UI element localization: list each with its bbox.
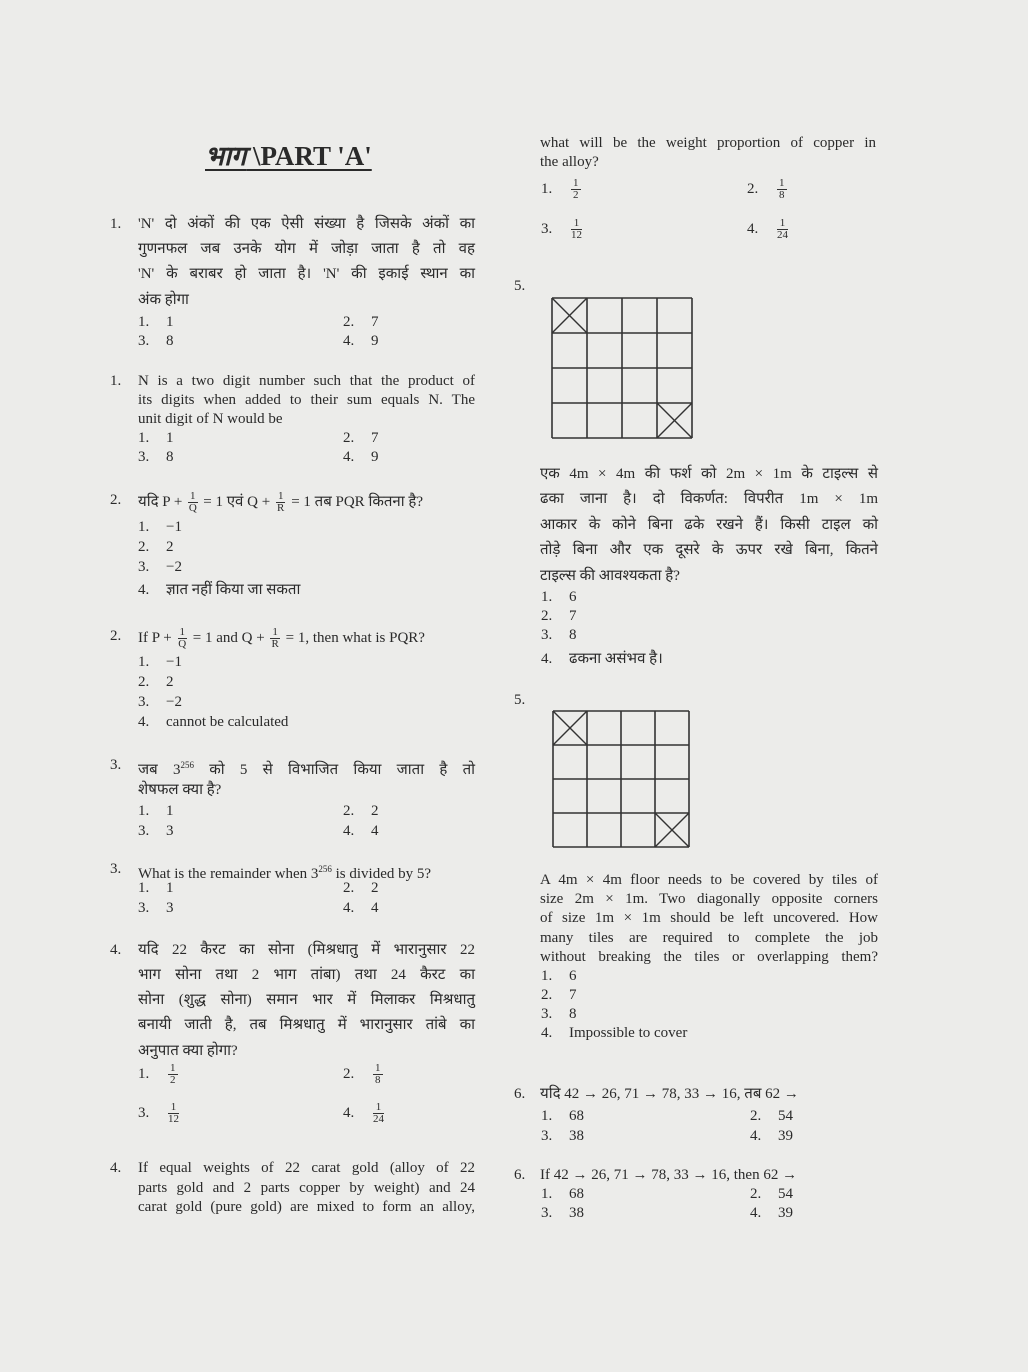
numerator: 1 [571,218,582,230]
text-segment: is divided by 5? [331,866,432,882]
numerator: 1 [277,490,284,502]
option-number: 4. [343,900,355,916]
answer-option [138,1063,180,1086]
option-value: −1 [166,519,182,535]
question-number: 5. [514,692,526,708]
question-text-line: 'N' दो अंकों की एक ऐसी संख्या है जिसके अंकों का [138,216,475,232]
answer-option [138,713,288,731]
option-number: 4. [343,333,355,349]
question-number: 3. [110,757,122,773]
option-number: 4. [750,1128,762,1144]
question-number: 2. [110,492,122,508]
answer-option [138,653,182,671]
option-value: 7 [569,987,577,1003]
answer-option [343,332,379,350]
denominator: R [271,638,279,650]
option-number: 2. [747,180,759,197]
text-segment: = 1 तब PQR कितना है? [287,493,423,510]
fraction [373,1063,383,1086]
question-number: 1. [110,216,122,232]
superscript: 256 [180,760,194,770]
option-value: cannot be calculated [166,714,289,730]
answer-option [541,178,583,201]
option-number: 4. [138,582,150,598]
answer-option [343,429,379,447]
option-number: 4. [138,714,150,730]
question-text-line: ढका जाना है। दो विकर्णत: विपरीत 1m × 1m [540,491,878,507]
answer-option [541,607,577,625]
option-number: 2. [138,539,150,555]
question-number: 6. [514,1167,526,1183]
question-number: 5. [514,278,526,294]
fraction [168,1102,179,1125]
answer-option [138,822,174,840]
answer-option [541,1127,584,1145]
floor-grid-figure-hindi [551,297,694,440]
question-number: 4. [110,942,122,958]
denominator: 12 [168,1113,179,1125]
question-text-line: If equal weights of 22 carat gold (alloy of 22 [138,1160,475,1176]
option-value: 39 [778,1205,793,1221]
option-number: 3. [138,449,150,465]
answer-option [750,1127,793,1145]
question-text-line: बनायी जाती है, तब मिश्रधातु में भारानुसार तांबे का [138,1017,475,1033]
answer-option [541,1024,687,1042]
option-value: 7 [371,314,379,330]
question-number: 6. [514,1086,526,1102]
answer-option [541,218,584,241]
text-segment: = 1 and Q + [189,629,269,646]
option-number: 2. [343,1065,355,1082]
option-number: 2. [541,608,553,624]
answer-option [541,1107,584,1125]
answer-option [541,967,577,985]
numerator: 1 [777,218,788,230]
option-number: 1. [541,589,553,605]
option-value: Impossible to cover [569,1025,688,1041]
option-value: 2 [371,880,379,896]
answer-option [138,581,300,599]
option-number: 3. [138,333,150,349]
numerator: 1 [272,626,278,638]
uncovered-corner-cross [553,711,587,745]
answer-option [138,673,174,691]
uncovered-corner-cross [552,298,587,333]
option-number: 3. [541,1006,553,1022]
fraction [178,627,188,650]
title-english: \PART 'A' [246,141,372,171]
option-number: 1. [138,430,150,446]
answer-option [138,1102,181,1125]
answer-option [541,626,577,644]
option-value: 68 [569,1108,584,1124]
denominator: 8 [779,189,785,201]
question-text-line: भाग सोना तथा 2 भाग तांबा) तथा 24 कैरट का [138,967,475,983]
option-value: 9 [371,449,379,465]
question-text-line: अंक होगा [138,292,189,308]
option-number: 2. [343,880,355,896]
option-value: 1 [166,430,174,446]
question-text-line: यदि 22 कैरट का सोना (मिश्रधातु में भारानुसार 22 [138,942,475,958]
answer-option [343,1063,385,1086]
numerator: 1 [573,177,579,189]
answer-option [343,822,379,840]
answer-option [343,802,379,820]
option-value: −2 [166,694,182,710]
numerator: 1 [779,177,785,189]
question-text-line: many tiles are required to complete the job [540,930,878,946]
answer-option [138,448,174,466]
question-text-line: सोना (शुद्ध सोना) समान भार में मिलाकर मिश्रधातु [138,992,475,1008]
option-value: 1 [166,803,174,819]
question-text-line: गुणनफल जब उनके योग में जोड़ा जाता है तो वह [138,241,475,257]
answer-option [138,693,182,711]
question-text-line: आकार के कोने बिना ढके रखने हैं। किसी टाइल को [540,517,878,533]
option-number: 3. [138,900,150,916]
question-text-line [138,860,431,883]
option-value: 8 [166,449,174,465]
option-value: 2 [166,674,174,690]
option-value: 54 [778,1186,793,1202]
question-text-line: of size 1m × 1m should be left uncovered. How [540,910,878,926]
text-segment: यदि P + [138,493,187,510]
question-text-line: If 42 → 26, 71 → 78, 33 → 16, then 62 → [540,1167,798,1183]
option-number: 2. [541,987,553,1003]
option-number: 2. [750,1108,762,1124]
option-value: 7 [371,430,379,446]
answer-option [138,802,174,820]
option-number: 1. [138,880,150,896]
denominator: Q [188,502,197,514]
question-text-line: parts gold and 2 parts copper by weight) and 24 [138,1180,475,1196]
question-text-line [138,491,423,514]
superscript: 256 [318,864,332,874]
answer-option [138,899,174,917]
option-number: 2. [138,674,150,690]
option-value: 4 [371,823,379,839]
option-number: 3. [541,627,553,643]
answer-option [343,448,379,466]
option-value: ढकना असंभव है। [569,651,663,667]
answer-option [343,1102,386,1125]
option-number: 2. [343,314,355,330]
text-segment: What is the remainder when 3 [138,866,319,882]
question-number: 4. [110,1160,122,1176]
page-title [205,136,372,173]
answer-option [541,650,663,668]
answer-option [750,1185,793,1203]
answer-option [750,1107,793,1125]
answer-option [747,218,790,241]
option-number: 4. [541,1025,553,1041]
option-number: 4. [343,1104,355,1121]
question-text-line: शेषफल क्या है? [138,782,222,798]
answer-option [138,518,182,536]
fraction [276,491,286,514]
uncovered-corner-cross [655,813,689,847]
option-value: 3 [166,823,174,839]
question-text-line: अनुपात क्या होगा? [138,1043,238,1059]
option-number: 3. [541,1128,553,1144]
option-number: 3. [541,1205,553,1221]
option-number: 1. [541,1108,553,1124]
question-number: 1. [110,373,122,389]
option-number: 1. [138,519,150,535]
question-text-line: without breaking the tiles or overlapping them? [540,949,878,965]
option-value: ज्ञात नहीं किया जा सकता [166,582,301,598]
answer-option [138,538,174,556]
option-value: 9 [371,333,379,349]
fraction [777,178,787,201]
option-number: 4. [541,651,553,667]
denominator: R [277,502,285,514]
option-number: 3. [138,694,150,710]
question-text-line: टाइल्स की आवश्यकता है? [540,568,680,584]
fraction [571,218,582,241]
question-text-line: तोड़े बिना और एक दूसरे के ऊपर रखे बिना, कितने [540,542,878,558]
option-value: 3 [166,900,174,916]
option-value: 54 [778,1108,793,1124]
numerator: 1 [170,1062,176,1074]
option-number: 3. [138,559,150,575]
option-number: 1. [541,968,553,984]
denominator: Q [178,638,187,650]
option-value: 38 [569,1205,584,1221]
option-number: 3. [541,220,553,237]
option-value: 4 [371,900,379,916]
denominator: 8 [375,1074,381,1086]
numerator: 1 [190,490,196,502]
question-text-line: size 2m × 1m. Two diagonally opposite corners [540,891,878,907]
option-value: 6 [569,589,577,605]
floor-grid-figure-english [552,710,691,849]
option-number: 4. [343,449,355,465]
answer-option [750,1204,793,1222]
answer-option [138,332,174,350]
question-text-line: what will be the weight proportion of copper in [540,135,876,151]
option-value: 8 [569,1006,577,1022]
option-value: 68 [569,1186,584,1202]
option-value: 39 [778,1128,793,1144]
option-value: 8 [569,627,577,643]
answer-option [747,178,789,201]
question-text-line: 'N' के बराबर हो जाता है। 'N' की इकाई स्थान का [138,266,475,282]
option-number: 1. [138,654,150,670]
option-number: 2. [750,1186,762,1202]
answer-option [343,879,379,897]
text-segment: जब 3 [138,762,181,778]
option-value: 7 [569,608,577,624]
answer-option [138,879,174,897]
question-text-line: its digits when added to their sum equals N. The [138,392,475,408]
question-text-line: carat gold (pure gold) are mixed to form an alloy, [138,1199,475,1215]
question-text-line: यदि 42 → 26, 71 → 78, 33 → 16, तब 62 → [540,1086,799,1102]
option-number: 4. [750,1205,762,1221]
option-value: −1 [166,654,182,670]
option-value: −2 [166,559,182,575]
text-segment: If P + [138,629,176,646]
question-text-line: the alloy? [540,154,599,170]
answer-option [541,1185,584,1203]
option-value: 2 [166,539,174,555]
question-text-line: A 4m × 4m floor needs to be covered by tiles of [540,872,878,888]
answer-option [138,429,174,447]
option-value: 8 [166,333,174,349]
question-text-line: एक 4m × 4m की फर्श को 2m × 1m के टाइल्स से [540,466,878,482]
question-number: 3. [110,861,122,877]
question-text-line: unit digit of N would be [138,411,283,427]
option-value: 1 [166,314,174,330]
option-number: 3. [138,823,150,839]
option-number: 3. [138,1104,150,1121]
denominator: 24 [777,229,788,241]
answer-option [541,1204,584,1222]
option-number: 1. [541,180,553,197]
option-value: 2 [371,803,379,819]
option-number: 1. [138,314,150,330]
option-number: 1. [541,1186,553,1202]
option-number: 4. [747,220,759,237]
option-number: 2. [343,803,355,819]
denominator: 24 [373,1113,384,1125]
question-text-line [138,627,425,650]
answer-option [343,899,379,917]
option-value: 1 [166,880,174,896]
denominator: 2 [170,1074,176,1086]
text-segment: = 1, then what is PQR? [281,629,425,646]
text-segment: को 5 से विभाजित किया जाता है तो [193,762,476,778]
answer-option [541,588,577,606]
uncovered-corner-cross [657,403,692,438]
denominator: 12 [571,229,582,241]
question-text-line [138,756,475,779]
answer-option [343,313,379,331]
fraction [571,178,581,201]
answer-option [138,558,182,576]
option-value: 6 [569,968,577,984]
question-number: 2. [110,628,122,644]
fraction [373,1102,384,1125]
fraction [188,491,198,514]
fraction [270,627,280,650]
numerator: 1 [179,626,185,638]
numerator: 1 [375,1062,381,1074]
fraction [168,1063,178,1086]
option-number: 1. [138,1065,150,1082]
option-number: 4. [343,823,355,839]
answer-option [541,986,577,1004]
answer-option [138,313,174,331]
denominator: 2 [573,189,579,201]
answer-option [541,1005,577,1023]
option-value: 38 [569,1128,584,1144]
numerator: 1 [373,1102,384,1114]
numerator: 1 [168,1102,179,1114]
fraction [777,218,788,241]
title-hindi: भाग [205,141,247,171]
text-segment: = 1 एवं Q + [199,493,274,510]
option-number: 2. [343,430,355,446]
option-number: 1. [138,803,150,819]
question-text-line: N is a two digit number such that the product of [138,373,475,389]
